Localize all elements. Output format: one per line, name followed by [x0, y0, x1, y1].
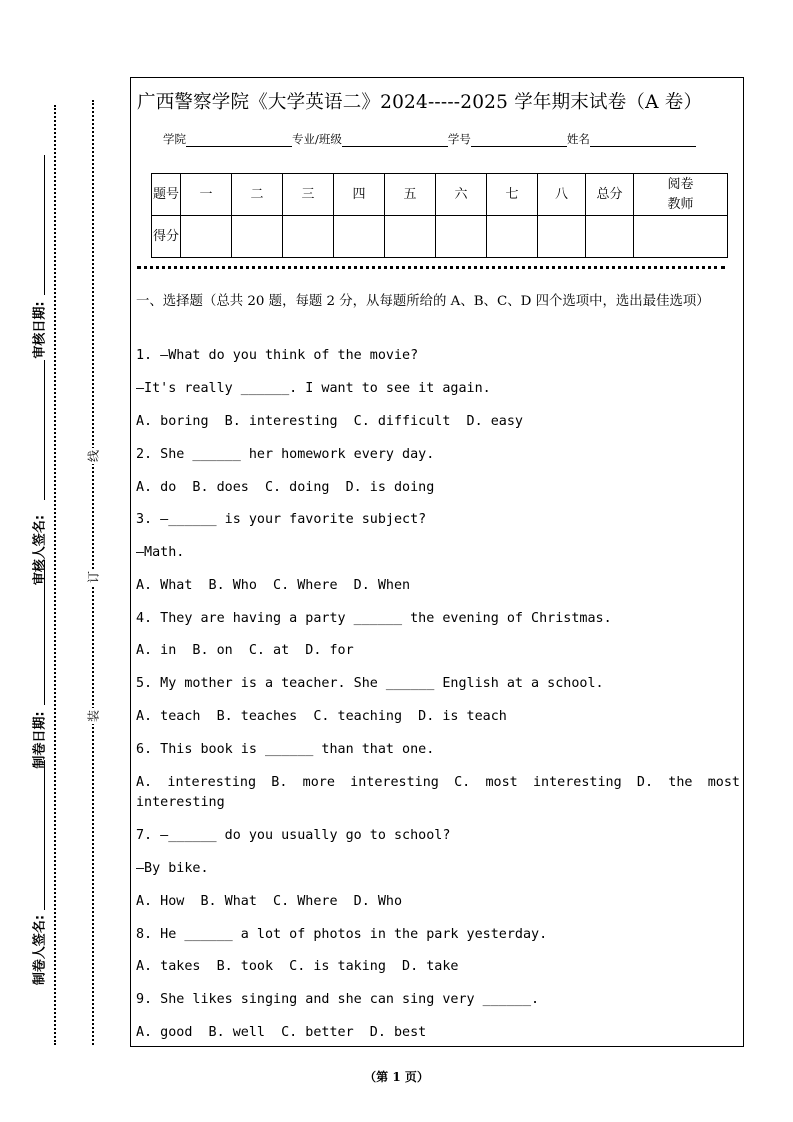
compile-date-label: 制卷日期:: [32, 711, 48, 769]
cell-question-number-label: 题号: [152, 174, 181, 216]
score-cell[interactable]: [538, 216, 586, 258]
answer-options: A. good B. well C. better D. best: [136, 1025, 427, 1040]
question-line: 5. My mother is a teacher. She ______ English at a school.: [136, 676, 604, 691]
score-table: [151, 173, 728, 258]
score-table-header-row: [152, 174, 728, 216]
score-table-score-row: [152, 216, 728, 258]
field-name-input[interactable]: [590, 133, 696, 147]
reviewer-signature-label: 审核人签名:: [32, 514, 48, 586]
score-cell[interactable]: [232, 216, 283, 258]
field-college-input[interactable]: [186, 133, 292, 147]
answer-options: A. How B. What C. Where D. Who: [136, 894, 403, 909]
sign-line-1: [44, 155, 45, 295]
question-line: 4. They are having a party ______ the evening of Christmas.: [136, 611, 612, 626]
col-3: 三: [283, 174, 334, 216]
col-2: 二: [232, 174, 283, 216]
review-date-label: 审核日期:: [32, 301, 48, 359]
question-line: 2. She ______ her homework every day.: [136, 447, 435, 462]
question-line: 3. —______ is your favorite subject?: [136, 512, 427, 527]
score-cell[interactable]: [283, 216, 334, 258]
binding-char-line: 线: [86, 449, 101, 463]
question-line: —By bike.: [136, 861, 209, 876]
col-4: 四: [334, 174, 385, 216]
col-6: 六: [436, 174, 487, 216]
score-cell[interactable]: [334, 216, 385, 258]
sign-line-4: [44, 760, 45, 910]
page-number: （第 1 页）: [364, 1070, 429, 1084]
question-line: —Math.: [136, 545, 185, 560]
section-heading: 一、选择题（总共 20 题，每题 2 分，从每题所给的 A、B、C、D 四个选项中，选出最佳选项）: [136, 294, 710, 309]
binding-char-staple: 订: [86, 570, 101, 584]
score-cell[interactable]: [487, 216, 538, 258]
answer-options: A. takes B. took C. is taking D. take: [136, 959, 459, 974]
binding-dotted-line-outer: [54, 105, 56, 1045]
answer-options: A. do B. does C. doing D. is doing: [136, 480, 435, 495]
col-grader: 阅卷教师: [634, 174, 728, 216]
answer-options: A. teach B. teaches C. teaching D. is teach: [136, 709, 507, 724]
score-cell[interactable]: [181, 216, 232, 258]
col-total: 总分: [586, 174, 634, 216]
question-line: —It's really ______. I want to see it again.: [136, 381, 491, 396]
sign-line-2: [44, 360, 45, 500]
field-college-label: 学院: [163, 132, 186, 146]
field-name-label: 姓名: [566, 132, 590, 146]
question-line: 9. She likes singing and she can sing very ______.: [136, 992, 540, 1007]
answer-options: A. boring B. interesting C. difficult D. easy: [136, 414, 523, 429]
answer-options: A. What B. Who C. Where D. When: [136, 578, 411, 593]
score-cell-grader[interactable]: [634, 216, 728, 258]
question-line: 1. —What do you think of the movie?: [136, 348, 419, 363]
field-major-label: 专业/班级: [292, 132, 342, 146]
col-5: 五: [385, 174, 436, 216]
field-student-id-label: 学号: [447, 132, 471, 146]
binding-char-bind: 装: [86, 709, 101, 723]
cell-score-label: 得分: [152, 216, 181, 258]
col-8: 八: [538, 174, 586, 216]
student-info-row: [163, 131, 696, 147]
field-major-input[interactable]: [342, 133, 448, 147]
col-1: 一: [181, 174, 232, 216]
field-student-id-input[interactable]: [471, 133, 567, 147]
dotted-separator: [137, 266, 725, 269]
exam-title: 广西警察学院《大学英语二》2024-----2025 学年期末试卷（A 卷）: [137, 92, 703, 113]
compiler-signature-label: 制卷人签名:: [32, 914, 48, 986]
score-cell-total[interactable]: [586, 216, 634, 258]
score-cell[interactable]: [436, 216, 487, 258]
answer-options: A. interesting B. more interesting C. most interesting D. the most interesting: [136, 775, 740, 810]
question-line: 8. He ______ a lot of photos in the park yesterday.: [136, 927, 548, 942]
question-line: 6. This book is ______ than that one.: [136, 742, 435, 757]
question-line: 7. —______ do you usually go to school?: [136, 828, 451, 843]
answer-options: A. in B. on C. at D. for: [136, 643, 354, 658]
col-7: 七: [487, 174, 538, 216]
score-cell[interactable]: [385, 216, 436, 258]
